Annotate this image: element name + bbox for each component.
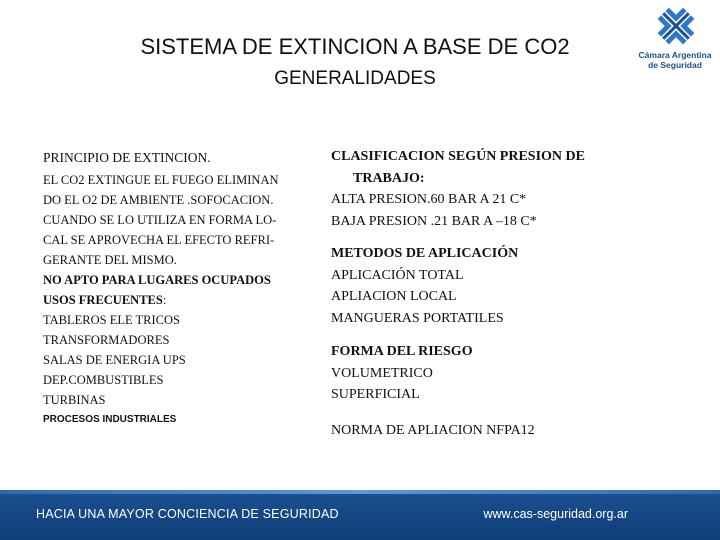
use-item: TABLEROS ELE TRICOS — [43, 313, 180, 327]
principle-line: CAL SE APROVECHA EL EFECTO REFRI- — [43, 233, 275, 247]
footer-url-link[interactable]: www.cas-seguridad.org.ar — [483, 507, 628, 521]
slide-title: SISTEMA DE EXTINCION A BASE DE CO2 — [140, 34, 570, 59]
risk-heading: FORMA DEL RIESGO — [331, 344, 473, 359]
principle-line: DO EL O2 DE AMBIENTE .SOFOCACION. — [43, 193, 274, 207]
slide-subtitle: GENERALIDADES — [274, 68, 436, 89]
warning-text: NO APTO PARA LUGARES OCUPADOS — [43, 273, 271, 287]
logo-line-1: Cámara Argentina — [638, 50, 712, 60]
footer-bar — [0, 494, 720, 540]
use-item: TURBINAS — [43, 393, 106, 407]
logo-line-2: de Seguridad — [648, 60, 702, 70]
risk-item: SUPERFICIAL — [331, 387, 420, 402]
risk-item: VOLUMETRICO — [331, 365, 433, 381]
uses-heading: USOS FRECUENTES — [43, 293, 163, 307]
principle-line: GERANTE DEL MISMO. — [43, 253, 177, 267]
use-item: SALAS DE ENERGIA UPS — [43, 353, 186, 367]
principle-heading: PRINCIPIO DE EXTINCION. — [43, 150, 211, 165]
use-item: TRANSFORMADORES — [43, 333, 170, 347]
method-item: MANGUERAS PORTATILES — [331, 310, 504, 326]
norm-text: NORMA DE APLIACION NFPA12 — [331, 422, 535, 438]
method-item: APLIACION LOCAL — [331, 289, 457, 304]
methods-heading: METODOS DE APLICACIÓN — [331, 246, 519, 261]
right-column — [331, 146, 631, 441]
classification-item: ALTA PRESION.60 BAR A 21 C* — [331, 192, 527, 207]
uses-heading-row — [43, 290, 315, 310]
footer-slogan: HACIA UNA MAYOR CONCIENCIA DE SEGURIDAD — [36, 507, 339, 521]
left-column — [43, 148, 315, 430]
classification-heading-cont: TRABAJO: — [353, 170, 425, 186]
method-item: APLICACIÓN TOTAL — [331, 267, 464, 283]
classification-heading: CLASIFICACION SEGÚN PRESION DE — [331, 149, 585, 164]
use-item-last: PROCESOS INDUSTRIALES — [43, 414, 177, 425]
use-item: DEP.COMBUSTIBLES — [43, 373, 164, 387]
classification-item: BAJA PRESION .21 BAR A –18 C* — [331, 213, 537, 229]
uses-colon: : — [162, 293, 167, 307]
logo-text — [630, 50, 720, 70]
principle-line: CUANDO SE LO UTILIZA EN FORMA LO- — [43, 213, 277, 227]
principle-line: EL CO2 EXTINGUE EL FUEGO ELIMINAN — [43, 173, 279, 187]
